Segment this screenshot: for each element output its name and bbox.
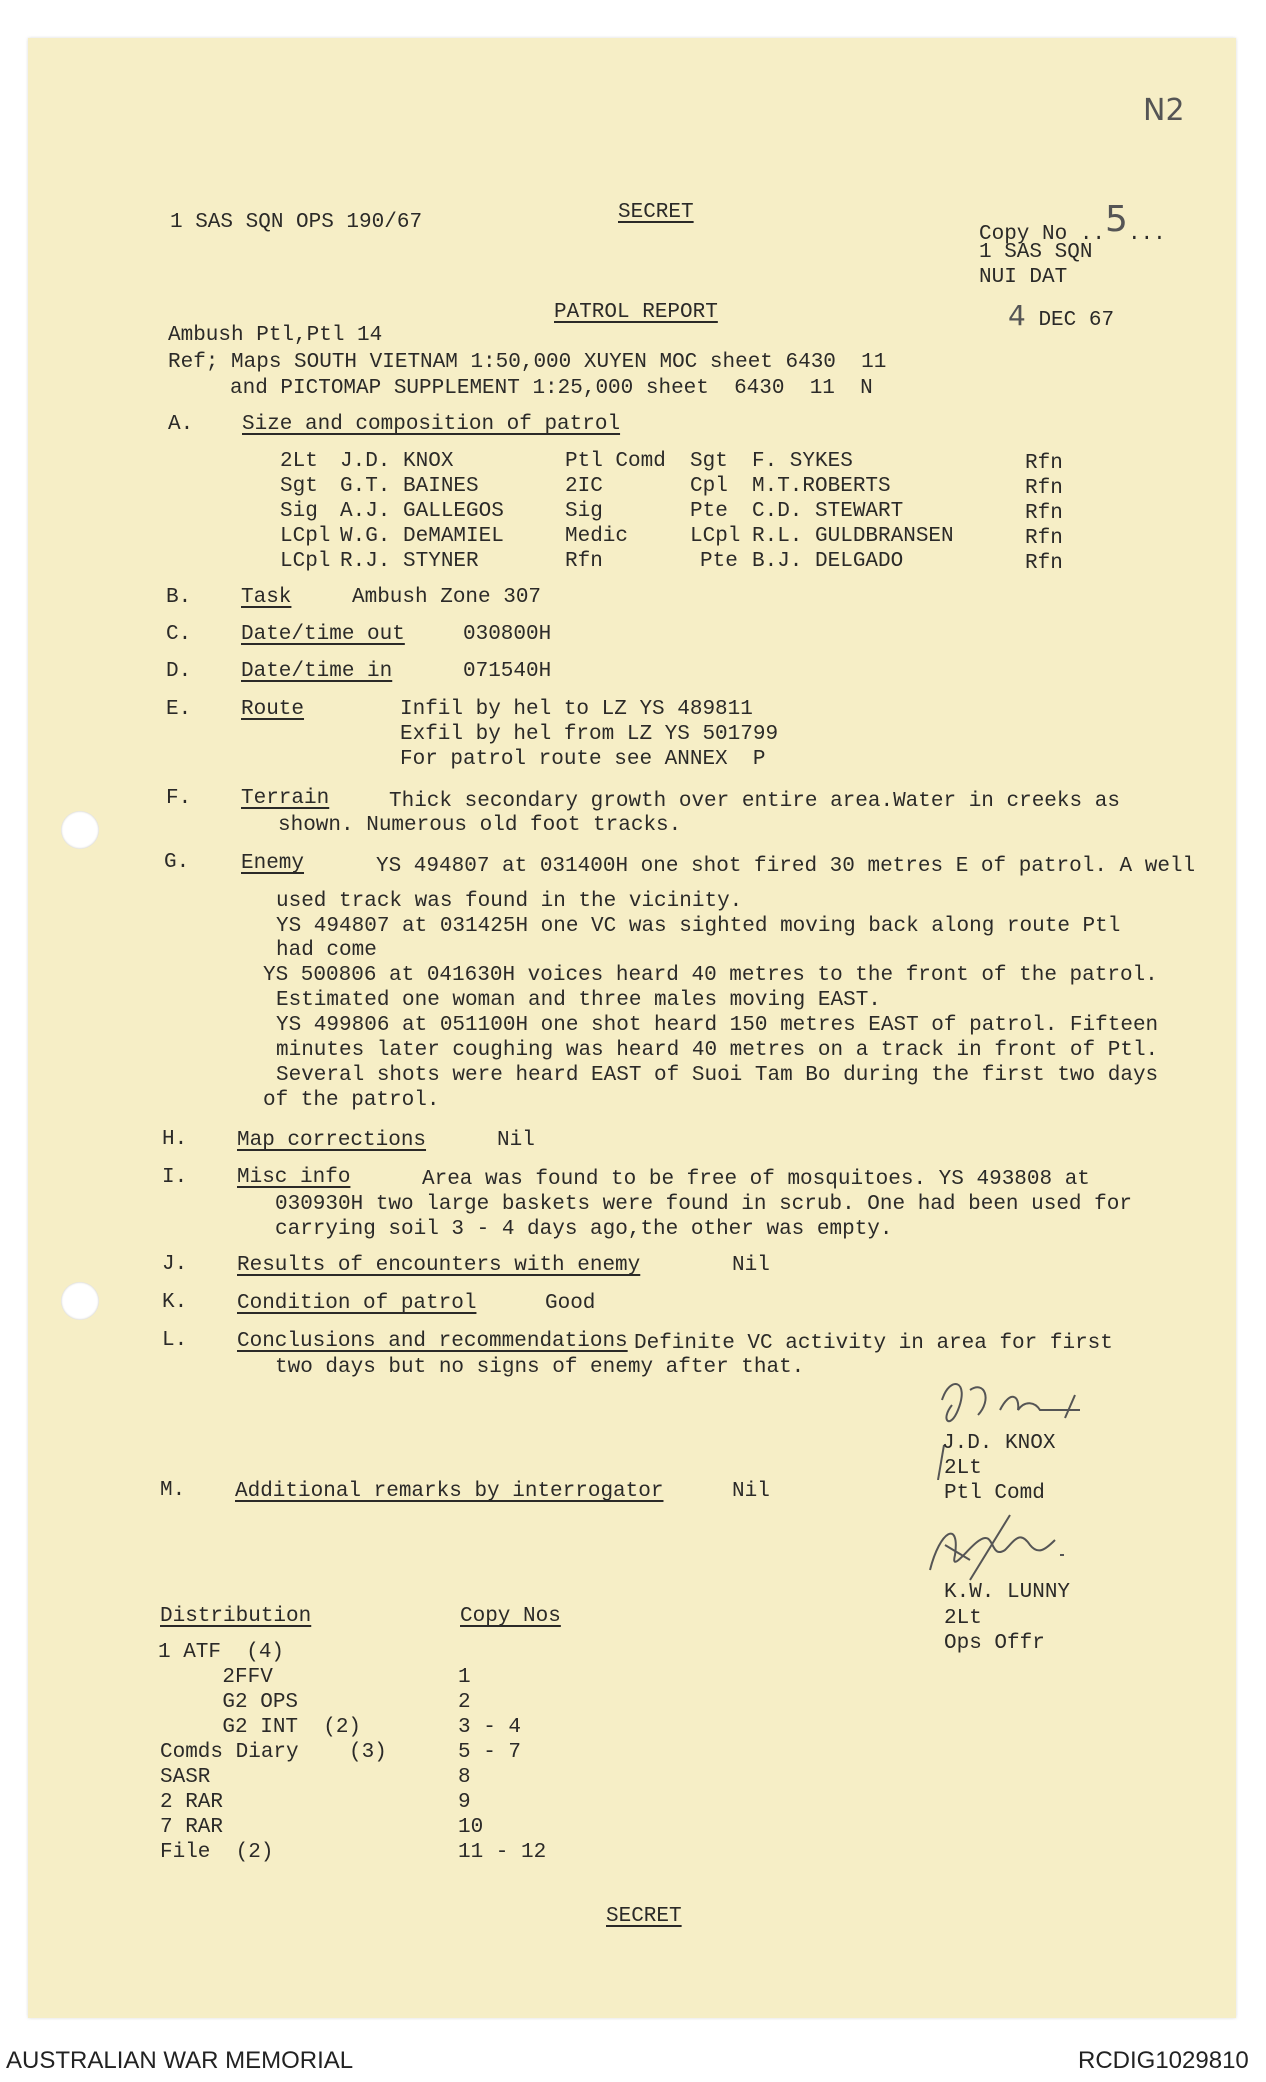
section-letter: F.	[166, 787, 192, 810]
signatory-rank: 2Lt	[944, 1457, 982, 1480]
task-value: Ambush Zone 307	[352, 586, 542, 609]
enemy-text: used track was found in the vicinity.	[276, 890, 743, 913]
signatory-rank: 2Lt	[944, 1607, 982, 1630]
enemy-text: Several shots were heard EAST of Suoi Tam Bo during the first two days	[276, 1064, 1159, 1087]
section-a-heading: Size and composition of patrol	[242, 413, 621, 436]
distribution-addressee: G2 INT (2)	[172, 1716, 362, 1739]
section-letter: B.	[166, 586, 192, 609]
enemy-text: Estimated one woman and three males moving EAST.	[276, 989, 881, 1012]
section-d-heading: Date/time in	[241, 660, 393, 683]
archive-label: AUSTRALIAN WAR MEMORIAL	[6, 2047, 354, 2074]
conclusions-text: two days but no signs of enemy after that.	[275, 1356, 805, 1379]
person-name: R.L. GULDBRANSEN	[752, 525, 954, 548]
distribution-copies: 10	[458, 1816, 484, 1839]
person-rank: Sgt	[280, 475, 318, 498]
person-role: Sig	[565, 500, 603, 523]
person-rank: LCpl	[280, 550, 331, 573]
patrol-name: Ambush Ptl,Ptl 14	[168, 324, 383, 347]
section-h-heading: Map corrections	[237, 1129, 427, 1152]
section-l-heading: Conclusions and recommendations	[237, 1330, 628, 1353]
signatory-name: J.D. KNOX	[942, 1432, 1056, 1455]
copy-no-label: Copy No ..	[979, 223, 1106, 246]
corner-mark: N2	[1143, 93, 1185, 128]
signatory-name: K.W. LUNNY	[944, 1581, 1071, 1604]
punch-hole	[61, 811, 99, 849]
distribution-copies: 8	[458, 1766, 471, 1789]
section-letter: H.	[162, 1128, 188, 1151]
distribution-copies: 3 - 4	[458, 1716, 522, 1739]
archive-id: RCDIG1029810	[1078, 2047, 1249, 2074]
unit-name: 1 SAS SQN	[979, 241, 1093, 264]
section-letter: C.	[166, 623, 192, 646]
section-letter: D.	[166, 660, 192, 683]
person-rank: 2Lt	[280, 450, 318, 473]
distribution-copies: 11 - 12	[458, 1841, 547, 1864]
distribution-copies: 9	[458, 1791, 471, 1814]
person-role: Rfn	[565, 550, 603, 573]
report-title: PATROL REPORT	[554, 301, 718, 324]
terrain-text: shown. Numerous old foot tracks.	[278, 814, 682, 837]
conclusions-text: Definite VC activity in area for first	[634, 1332, 1113, 1355]
person-rank: LCpl	[280, 525, 331, 548]
enemy-text: YS 499806 at 051100H one shot heard 150 metres EAST of patrol. Fifteen	[276, 1014, 1159, 1037]
person-role: Rfn	[1025, 552, 1063, 575]
person-role: Rfn	[1025, 477, 1063, 500]
person-name: J.D. KNOX	[340, 450, 454, 473]
terrain-text: Thick secondary growth over entire area.Water in creeks as	[389, 790, 1120, 813]
section-letter: A.	[168, 413, 194, 436]
section-j-heading: Results of encounters with enemy	[237, 1254, 641, 1277]
date-time-in: 071540H	[463, 660, 552, 683]
route-line: Exfil by hel from LZ YS 501799	[400, 723, 779, 746]
reference-number: 1 SAS SQN OPS 190/67	[170, 211, 423, 234]
section-letter: G.	[164, 851, 190, 874]
section-letter: M.	[160, 1479, 186, 1502]
distribution-addressee: SASR	[160, 1766, 211, 1789]
person-name: A.J. GALLEGOS	[340, 500, 504, 523]
person-role: Rfn	[1025, 502, 1063, 525]
enemy-text: of the patrol.	[263, 1089, 440, 1112]
map-corrections-value: Nil	[497, 1129, 535, 1152]
section-f-heading: Terrain	[241, 787, 330, 810]
person-rank: Sgt	[690, 450, 728, 473]
date-day: 4	[1008, 299, 1026, 332]
enemy-text: YS 494807 at 031400H one shot fired 30 metres E of patrol. A well	[376, 855, 1196, 878]
enemy-text: YS 500806 at 041630H voices heard 40 metres to the front of the patrol.	[263, 964, 1158, 987]
copy-no-trail: ...	[1127, 223, 1166, 246]
section-letter: J.	[162, 1253, 188, 1276]
person-rank: LCpl	[690, 525, 741, 548]
section-e-heading: Route	[241, 698, 305, 721]
date-rest: DEC 67	[1038, 309, 1115, 332]
misc-info-text: Area was found to be free of mosquitoes. YS 493808 at	[422, 1168, 1090, 1191]
distribution-addressee: Comds Diary (3)	[160, 1741, 387, 1764]
distribution-copies: 1	[458, 1666, 471, 1689]
misc-info-text: 030930H two large baskets were found in scrub. One had been used for	[275, 1193, 1132, 1216]
person-rank: Pte	[700, 550, 738, 573]
distribution-addressee: 2FFV	[172, 1666, 273, 1689]
signatory-appointment: Ptl Comd	[944, 1482, 1045, 1505]
section-g-heading: Enemy	[241, 852, 305, 875]
route-line: For patrol route see ANNEX P	[400, 748, 766, 771]
section-letter: L.	[162, 1329, 188, 1352]
misc-info-text: carrying soil 3 - 4 days ago,the other was empty.	[275, 1218, 893, 1241]
person-role: Medic	[565, 525, 629, 548]
section-m-heading: Additional remarks by interrogator	[235, 1480, 664, 1503]
section-k-heading: Condition of patrol	[237, 1292, 477, 1315]
enemy-text: had come	[276, 939, 377, 962]
distribution-addressee: 2 RAR	[160, 1791, 224, 1814]
distribution-addressee: 7 RAR	[160, 1816, 224, 1839]
enemy-text: YS 494807 at 031425H one VC was sighted moving back along route Ptl	[276, 915, 1121, 938]
person-name: M.T.ROBERTS	[752, 475, 891, 498]
person-name: R.J. STYNER	[340, 550, 479, 573]
person-role: Rfn	[1025, 527, 1063, 550]
condition-value: Good	[545, 1292, 596, 1315]
date-time-out: 030800H	[463, 623, 552, 646]
section-letter: I.	[162, 1166, 188, 1189]
copy-no-value: 5	[1105, 199, 1128, 240]
person-rank: Sig	[280, 500, 318, 523]
person-rank: Pte	[690, 500, 728, 523]
person-rank: Cpl	[690, 475, 728, 498]
classification-top: SECRET	[618, 201, 694, 224]
map-reference-1: Ref; Maps SOUTH VIETNAM 1:50,000 XUYEN MOC sheet 6430 11	[168, 351, 887, 374]
report-date	[1008, 299, 1115, 333]
signatory-appointment: Ops Offr	[944, 1632, 1045, 1655]
person-role: 2IC	[565, 475, 603, 498]
encounters-value: Nil	[732, 1254, 770, 1277]
unit-location: NUI DAT	[979, 266, 1068, 289]
person-role: Rfn	[1025, 452, 1063, 475]
person-name: G.T. BAINES	[340, 475, 479, 498]
person-role: Ptl Comd	[565, 450, 666, 473]
section-letter: E.	[166, 698, 192, 721]
section-b-heading: Task	[241, 586, 292, 609]
distribution-copies: 2	[458, 1691, 471, 1714]
punch-hole	[61, 1282, 99, 1320]
route-line: Infil by hel to LZ YS 489811	[400, 698, 753, 721]
section-c-heading: Date/time out	[241, 623, 405, 646]
distribution-addressee: File (2)	[160, 1841, 274, 1864]
map-reference-2: and PICTOMAP SUPPLEMENT 1:25,000 sheet 6430 11 N	[230, 377, 873, 400]
enemy-text: minutes later coughing was heard 40 metres on a track in front of Ptl.	[276, 1039, 1159, 1062]
distribution-addressee: 1 ATF (4)	[158, 1641, 285, 1664]
distribution-copies: 5 - 7	[458, 1741, 522, 1764]
copy-nos-heading: Copy Nos	[460, 1605, 561, 1628]
distribution-addressee: G2 OPS	[172, 1691, 299, 1714]
person-name: C.D. STEWART	[752, 500, 904, 523]
person-name: F. SYKES	[752, 450, 853, 473]
person-name: W.G. DeMAMIEL	[340, 525, 504, 548]
distribution-heading: Distribution	[160, 1605, 312, 1628]
person-name: B.J. DELGADO	[752, 550, 904, 573]
interrogator-remarks-value: Nil	[732, 1480, 770, 1503]
section-letter: K.	[162, 1291, 188, 1314]
section-i-heading: Misc info	[237, 1166, 351, 1189]
classification-bottom: SECRET	[606, 1905, 682, 1928]
